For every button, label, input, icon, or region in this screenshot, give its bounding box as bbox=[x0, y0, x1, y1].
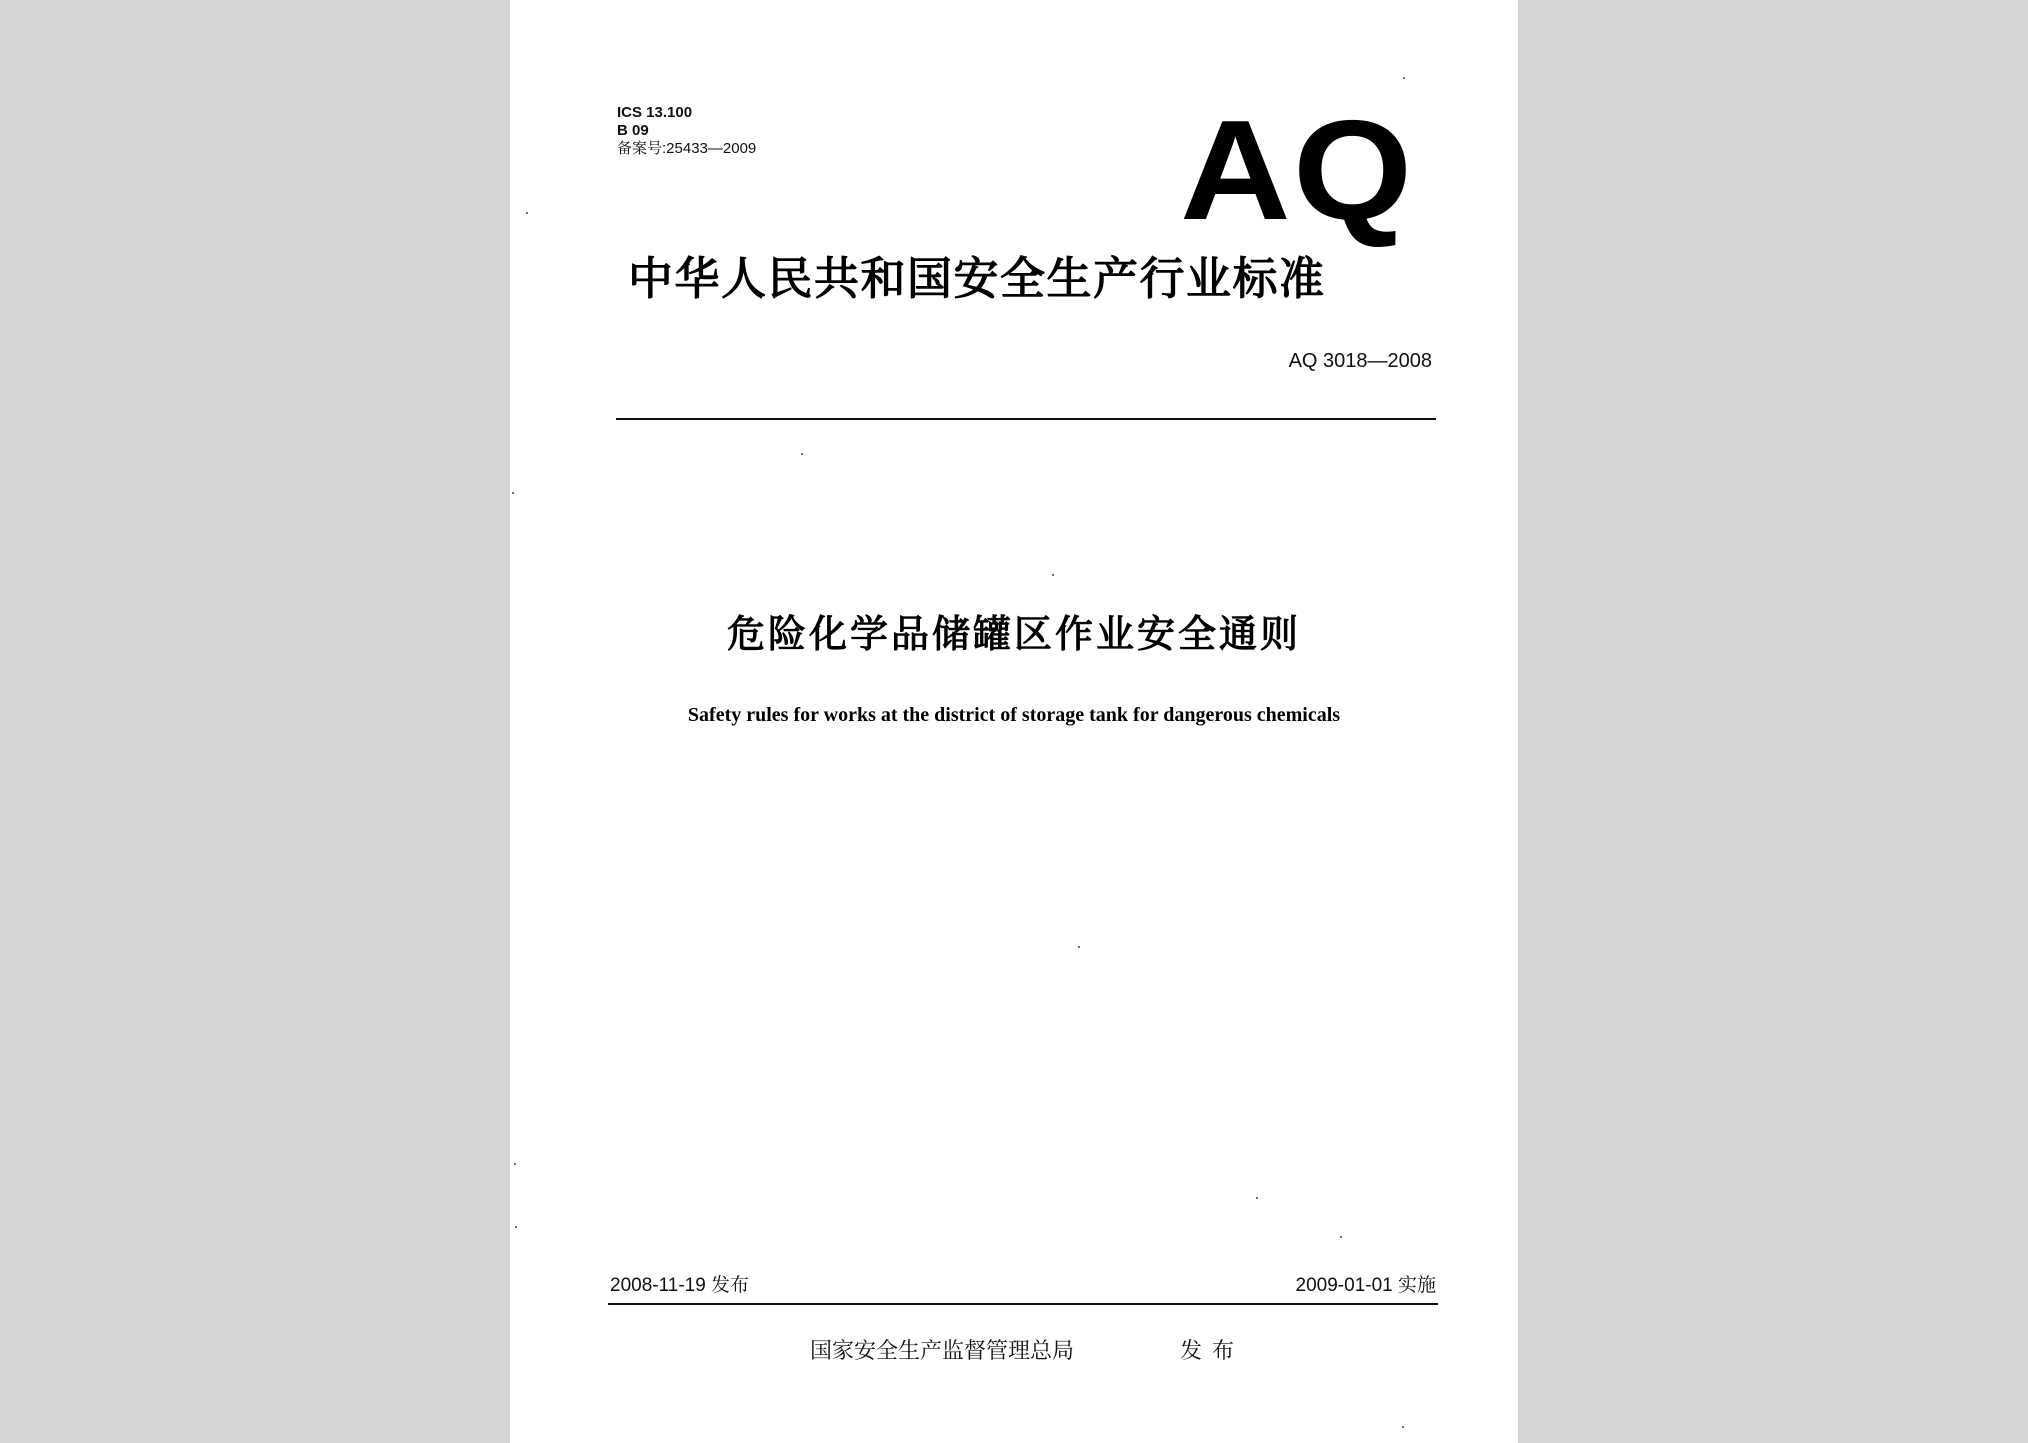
header-divider bbox=[616, 418, 1436, 420]
scan-speck bbox=[1078, 946, 1080, 948]
scan-speck bbox=[1340, 1236, 1342, 1238]
footer-divider bbox=[608, 1303, 1438, 1305]
class-code: B 09 bbox=[617, 122, 649, 139]
scan-speck bbox=[1403, 77, 1405, 79]
scan-speck bbox=[512, 492, 514, 494]
scan-speck bbox=[514, 1163, 516, 1165]
standard-number: AQ 3018—2008 bbox=[1288, 350, 1432, 372]
aq-logo: AQ bbox=[1180, 91, 1415, 250]
scan-speck bbox=[801, 453, 803, 455]
publisher-name: 国家安全生产监督管理总局 bbox=[810, 1339, 1075, 1364]
scan-speck bbox=[526, 212, 528, 214]
document-title-en: Safety rules for works at the district of storage tank for dangerous chemicals bbox=[687, 704, 1341, 726]
scan-speck bbox=[515, 1226, 517, 1228]
standard-category-title: 中华人民共和国安全生产行业标准 bbox=[628, 252, 1326, 305]
classification-block bbox=[617, 104, 756, 158]
scan-speck bbox=[1402, 1426, 1404, 1428]
record-number: 备案号:25433—2009 bbox=[617, 140, 757, 157]
document-title-cn: 危险化学品储罐区作业安全通则 bbox=[726, 612, 1301, 656]
publish-label: 发布 bbox=[1180, 1339, 1245, 1364]
scan-speck bbox=[1052, 574, 1054, 576]
implementation-date: 2009-01-01 实施 bbox=[1295, 1275, 1436, 1296]
issue-date: 2008-11-19 发布 bbox=[610, 1275, 750, 1296]
ics-code: ICS 13.100 bbox=[617, 104, 693, 121]
document-page bbox=[510, 0, 1518, 1443]
scan-speck bbox=[1256, 1197, 1258, 1199]
